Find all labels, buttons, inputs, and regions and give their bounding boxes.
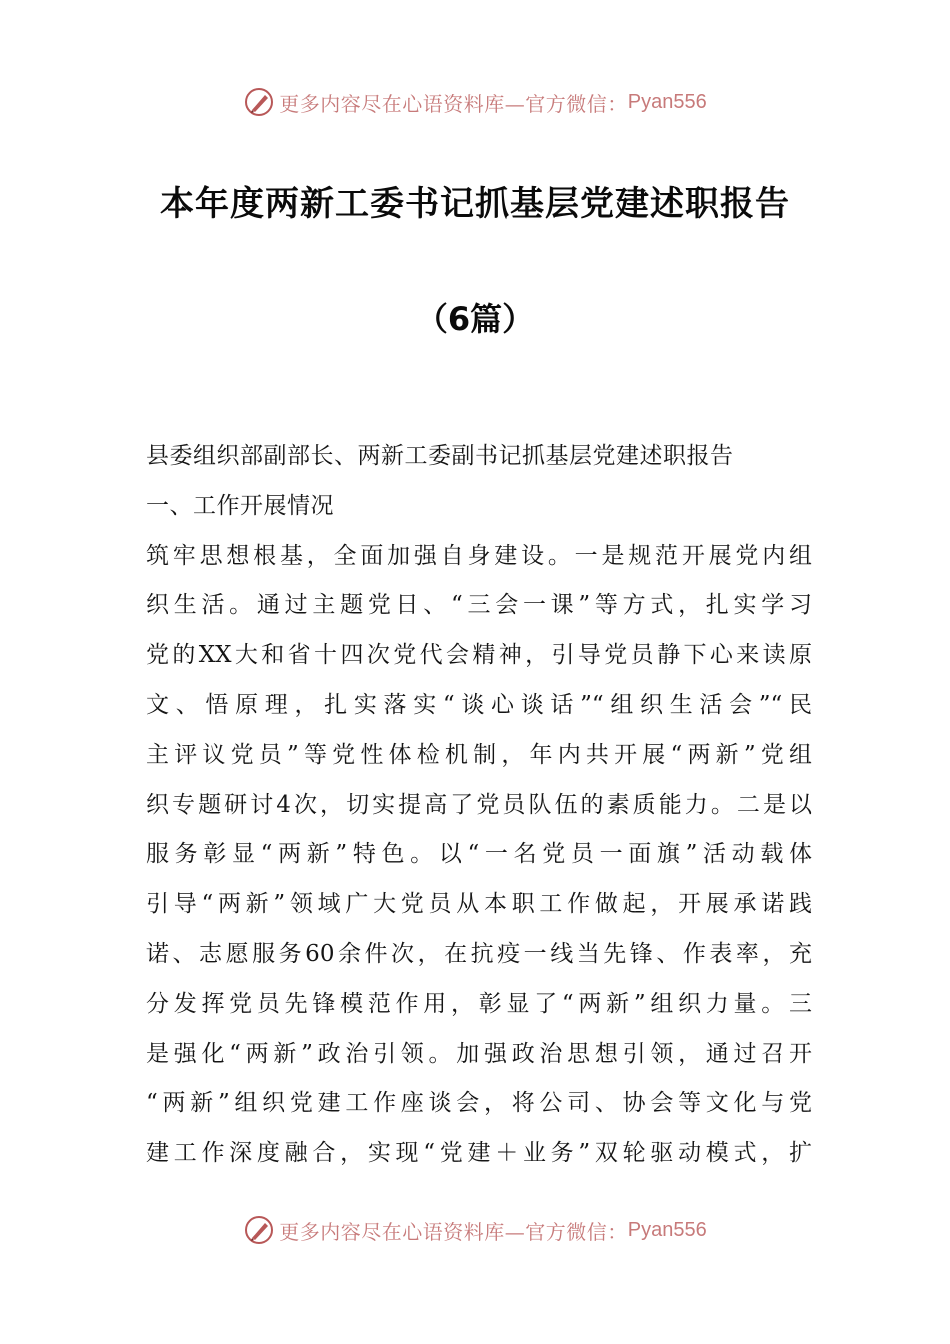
watermark-text: 更多内容尽在心语资料库—官方微信：: [279, 1219, 628, 1244]
paragraph-line: 筑牢思想根基，全面加强自身建设。一是规范开展党内组: [146, 542, 812, 569]
watermark-wechat-id: Pyan556: [627, 1218, 707, 1241]
paragraph-line: 党的XX大和省十四次党代会精神，引导党员静下心来读原: [146, 642, 812, 669]
header-watermark: [0, 82, 950, 122]
watermark-text: 更多内容尽在心语资料库—官方微信：: [279, 91, 628, 116]
document-subtitle: （6篇）: [415, 300, 535, 338]
paragraph-line: 引导“两新”领域广大党员从本职工作做起，开展承诺践: [146, 891, 812, 918]
paragraph-line: 服务彰显“两新”特色。以“一名党员一面旗”活动载体: [146, 841, 812, 868]
section-heading: 县委组织部副部长、两新工委副书记抓基层党建述职报告: [146, 443, 734, 469]
subsection-heading: 一、工作开展情况: [146, 492, 334, 519]
document-body: [146, 432, 812, 1179]
paragraph-line: 是强化“两新”政治引领。加强政治思想引领，通过召开: [146, 1040, 812, 1067]
paragraph-line: 主评议党员”等党性体检机制，年内共开展“两新”党组: [146, 741, 812, 768]
footer-watermark: [0, 1210, 950, 1250]
paragraph-line: 诺、志愿服务60余件次，在抗疫一线当先锋、作表率，充: [146, 940, 812, 967]
pen-logo-icon: [243, 86, 275, 118]
paragraph-line: 分发挥党员先锋模范作用，彰显了“两新”组织力量。三: [146, 990, 812, 1017]
document-title: 本年度两新工委书记抓基层党建述职报告: [160, 184, 790, 224]
paragraph-line: 织专题研讨4次，切实提高了党员队伍的素质能力。二是以: [146, 791, 812, 818]
paragraph-line: 织生活。通过主题党日、“三会一课”等方式，扎实学习: [146, 592, 812, 619]
watermark-wechat-id: Pyan556: [627, 90, 707, 113]
pen-logo-icon: [243, 1214, 275, 1246]
paragraph-line: 建工作深度融合，实现“党建＋业务”双轮驱动模式，扩: [146, 1140, 812, 1167]
paragraph-line: 文、悟原理，扎实落实“谈心谈话”“组织生活会”“民: [146, 691, 812, 718]
paragraph-line: “两新”组织党建工作座谈会，将公司、协会等文化与党: [146, 1090, 812, 1117]
